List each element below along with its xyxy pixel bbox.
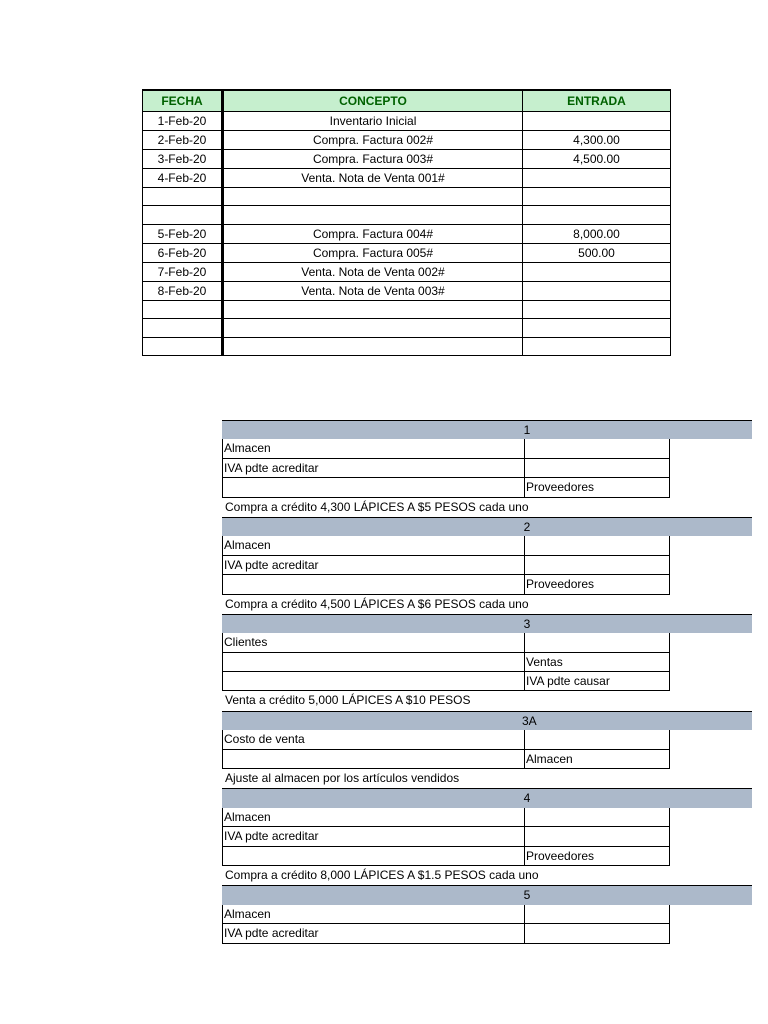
entry-line bbox=[222, 536, 670, 555]
entry-line bbox=[222, 730, 670, 749]
debit-account-cell[interactable]: IVA pdte acreditar bbox=[223, 924, 525, 942]
credit-account-cell[interactable] bbox=[525, 633, 669, 651]
table-row bbox=[143, 206, 671, 225]
table-row bbox=[143, 111, 671, 130]
entry-line bbox=[222, 633, 670, 652]
entry-number: 2 bbox=[523, 519, 531, 534]
credit-account-cell[interactable]: Almacen bbox=[526, 751, 573, 766]
cell-concepto[interactable]: Inventario Inicial bbox=[223, 111, 523, 130]
entry-line bbox=[222, 653, 670, 672]
entry-line bbox=[222, 905, 670, 924]
entry-description: Compra a crédito 4,300 LÁPICES A $5 PESOS cada uno bbox=[225, 499, 529, 514]
cell-concepto[interactable]: Compra. Factura 004# bbox=[223, 224, 523, 243]
journal-entries bbox=[222, 420, 752, 944]
debit-account-cell[interactable]: IVA pdte acreditar bbox=[223, 459, 525, 477]
cell-concepto[interactable]: Venta. Nota de Venta 001# bbox=[223, 168, 523, 187]
entry-number: 3 bbox=[523, 616, 531, 631]
cell-concepto[interactable]: Venta. Nota de Venta 003# bbox=[223, 281, 523, 300]
cell-entrada[interactable] bbox=[523, 168, 671, 187]
inventory-table bbox=[142, 89, 671, 356]
entry-header bbox=[222, 420, 752, 439]
entry-description: Compra a crédito 8,000 LÁPICES A $1.5 PESOS cada uno bbox=[225, 867, 539, 882]
debit-account-cell[interactable] bbox=[223, 478, 525, 496]
cell-fecha[interactable] bbox=[143, 337, 223, 356]
cell-entrada[interactable]: 4,300.00 bbox=[523, 130, 671, 149]
entry-description: Ajuste al almacen por los artículos vendidos bbox=[225, 771, 460, 786]
entry-line bbox=[222, 478, 670, 497]
credit-account-cell[interactable] bbox=[525, 459, 669, 477]
credit-account-cell[interactable]: Proveedores bbox=[526, 848, 595, 863]
table-row bbox=[143, 168, 671, 187]
header-entrada[interactable]: ENTRADA bbox=[523, 90, 671, 111]
inventory-header-row bbox=[143, 90, 671, 111]
cell-fecha[interactable]: 4-Feb-20 bbox=[143, 168, 223, 187]
entry-line bbox=[222, 575, 670, 594]
entry-description: Venta a crédito 5,000 LÁPICES A $10 PESOS bbox=[225, 693, 471, 708]
entry-line bbox=[222, 924, 670, 943]
header-fecha[interactable]: FECHA bbox=[143, 90, 223, 111]
table-row bbox=[143, 262, 671, 281]
cell-fecha[interactable]: 8-Feb-20 bbox=[143, 281, 223, 300]
entry-line bbox=[222, 827, 670, 846]
cell-entrada[interactable]: 8,000.00 bbox=[523, 224, 671, 243]
table-row bbox=[143, 300, 671, 319]
credit-account-cell[interactable]: IVA pdte causar bbox=[526, 674, 610, 689]
cell-entrada[interactable] bbox=[523, 337, 671, 356]
entry-number: 4 bbox=[523, 791, 531, 806]
credit-account-cell[interactable]: Proveedores bbox=[526, 480, 595, 495]
cell-entrada[interactable]: 500.00 bbox=[523, 243, 671, 262]
cell-entrada[interactable] bbox=[523, 111, 671, 130]
debit-account-cell[interactable] bbox=[223, 672, 525, 690]
credit-account-cell[interactable]: Ventas bbox=[526, 654, 563, 669]
credit-account-cell[interactable] bbox=[525, 905, 669, 923]
cell-entrada[interactable] bbox=[523, 206, 671, 225]
table-row bbox=[143, 224, 671, 243]
cell-concepto[interactable] bbox=[223, 319, 523, 338]
table-row bbox=[143, 319, 671, 338]
debit-account-cell[interactable]: IVA pdte acreditar bbox=[223, 827, 525, 845]
entry-number: 3A bbox=[522, 713, 537, 728]
header-concepto[interactable]: CONCEPTO bbox=[223, 90, 523, 111]
cell-fecha[interactable] bbox=[143, 300, 223, 319]
table-row bbox=[143, 187, 671, 206]
cell-fecha[interactable]: 5-Feb-20 bbox=[143, 224, 223, 243]
entry-line bbox=[222, 439, 670, 458]
cell-entrada[interactable] bbox=[523, 262, 671, 281]
entry-number: 5 bbox=[523, 888, 531, 903]
cell-fecha[interactable]: 1-Feb-20 bbox=[143, 111, 223, 130]
entry-header bbox=[222, 885, 752, 904]
table-row bbox=[143, 281, 671, 300]
cell-concepto[interactable] bbox=[223, 206, 523, 225]
entry-line bbox=[222, 808, 670, 827]
cell-concepto[interactable]: Compra. Factura 003# bbox=[223, 149, 523, 168]
credit-account-cell[interactable] bbox=[525, 808, 669, 826]
entry-header bbox=[222, 614, 752, 633]
table-row bbox=[143, 337, 671, 356]
cell-fecha[interactable]: 6-Feb-20 bbox=[143, 243, 223, 262]
cell-fecha[interactable] bbox=[143, 319, 223, 338]
entry-line bbox=[222, 750, 670, 769]
entry-line bbox=[222, 672, 670, 691]
table-row bbox=[143, 149, 671, 168]
credit-account-cell[interactable]: Proveedores bbox=[526, 577, 595, 592]
cell-fecha[interactable]: 7-Feb-20 bbox=[143, 262, 223, 281]
entry-number: 1 bbox=[523, 423, 531, 437]
cell-concepto[interactable] bbox=[223, 187, 523, 206]
table-row bbox=[143, 243, 671, 262]
cell-fecha[interactable] bbox=[143, 206, 223, 225]
debit-account-cell[interactable]: Almacen bbox=[223, 905, 525, 923]
cell-concepto[interactable]: Compra. Factura 002# bbox=[223, 130, 523, 149]
cell-entrada[interactable] bbox=[523, 319, 671, 338]
cell-entrada[interactable] bbox=[523, 300, 671, 319]
credit-account-cell[interactable] bbox=[525, 556, 669, 574]
debit-account-cell[interactable]: Almacen bbox=[223, 536, 525, 554]
cell-fecha[interactable]: 3-Feb-20 bbox=[143, 149, 223, 168]
cell-concepto[interactable] bbox=[223, 337, 523, 356]
cell-entrada[interactable]: 4,500.00 bbox=[523, 149, 671, 168]
entry-header bbox=[222, 711, 752, 730]
debit-account-cell[interactable] bbox=[223, 847, 525, 865]
credit-account-cell[interactable] bbox=[525, 439, 669, 457]
debit-account-cell[interactable]: Almacen bbox=[223, 808, 525, 826]
credit-account-cell[interactable] bbox=[525, 924, 669, 942]
entry-header bbox=[222, 517, 752, 536]
entry-line bbox=[222, 847, 670, 866]
credit-account-cell[interactable] bbox=[525, 730, 669, 748]
cell-concepto[interactable]: Venta. Nota de Venta 002# bbox=[223, 262, 523, 281]
table-row bbox=[143, 130, 671, 149]
cell-fecha[interactable] bbox=[143, 187, 223, 206]
cell-concepto[interactable]: Compra. Factura 005# bbox=[223, 243, 523, 262]
debit-account-cell[interactable]: Almacen bbox=[223, 439, 525, 457]
entry-line bbox=[222, 459, 670, 478]
entry-line bbox=[222, 556, 670, 575]
debit-account-cell[interactable] bbox=[223, 750, 525, 768]
debit-account-cell[interactable] bbox=[223, 653, 525, 671]
cell-entrada[interactable] bbox=[523, 187, 671, 206]
cell-concepto[interactable] bbox=[223, 300, 523, 319]
debit-account-cell[interactable] bbox=[223, 575, 525, 593]
cell-entrada[interactable] bbox=[523, 281, 671, 300]
entry-header bbox=[222, 788, 752, 807]
entry-description: Compra a crédito 4,500 LÁPICES A $6 PESOS cada uno bbox=[225, 596, 529, 611]
debit-account-cell[interactable]: Costo de venta bbox=[223, 730, 525, 748]
cell-fecha[interactable]: 2-Feb-20 bbox=[143, 130, 223, 149]
debit-account-cell[interactable]: IVA pdte acreditar bbox=[223, 556, 525, 574]
credit-account-cell[interactable] bbox=[525, 827, 669, 845]
debit-account-cell[interactable]: Clientes bbox=[223, 633, 525, 651]
credit-account-cell[interactable] bbox=[525, 536, 669, 554]
